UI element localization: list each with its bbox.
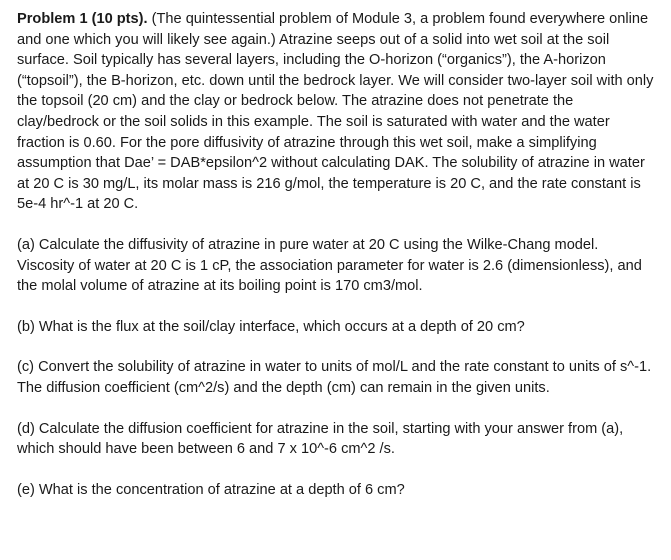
part-c: (c) Convert the solubility of atrazine in water to units of mol/L and the rate constant to units of s^-1. The diffusion coefficient (cm^2/s) and the depth (cm) can remain in the given units. [17, 359, 652, 396]
problem-intro-text: (The quintessential problem of Module 3, a problem found everywhere online and one which you will likely see again.) Atrazine seeps out of a solid into wet soil at the soil surface. Soil typically has several layers, including the O-horizon (“organics”), the A-horizon (“topsoil”), the B-horizon, etc. down until the bedrock layer. We will consider two-layer soil with only the topsoil (20 cm) and the clay or bedrock below. The atrazine does not penetrate the clay/bedrock or the soil solids in this example. The soil is saturated with water and the water fraction is 0.60. For the pore diffusivity of atrazine through this wet soil, make a simplifying assumption that Dae’ = DAB*epsilon^2 without calculating DAK. The solubility of atrazine in water at 20 C is 30 mg/L, its molar mass is 216 g/mol, the temperature is 20 C, and the rate constant is 5e-4 hr^-1 at 20 C. [17, 11, 654, 213]
part-a: (a) Calculate the diffusivity of atrazine in pure water at 20 C using the Wilke-Chang model. Viscosity of water at 20 C is 1 cP, the association parameter for water is 2.6 (dimensionless), and the molal volume of atrazine at its boiling point is 170 cm3/mol. [17, 236, 642, 295]
part-b: (b) What is the flux at the soil/clay interface, which occurs at a depth of 20 cm? [17, 318, 525, 335]
part-d: (d) Calculate the diffusion coefficient for atrazine in the soil, starting with your answer from (a), which should have been between 6 and 7 x 10^-6 cm^2 /s. [17, 420, 624, 458]
part-e: (e) What is the concentration of atrazine at a depth of 6 cm? [17, 481, 405, 498]
problem-title: Problem 1 (10 pts). [17, 11, 148, 27]
problem-intro [17, 9, 657, 215]
